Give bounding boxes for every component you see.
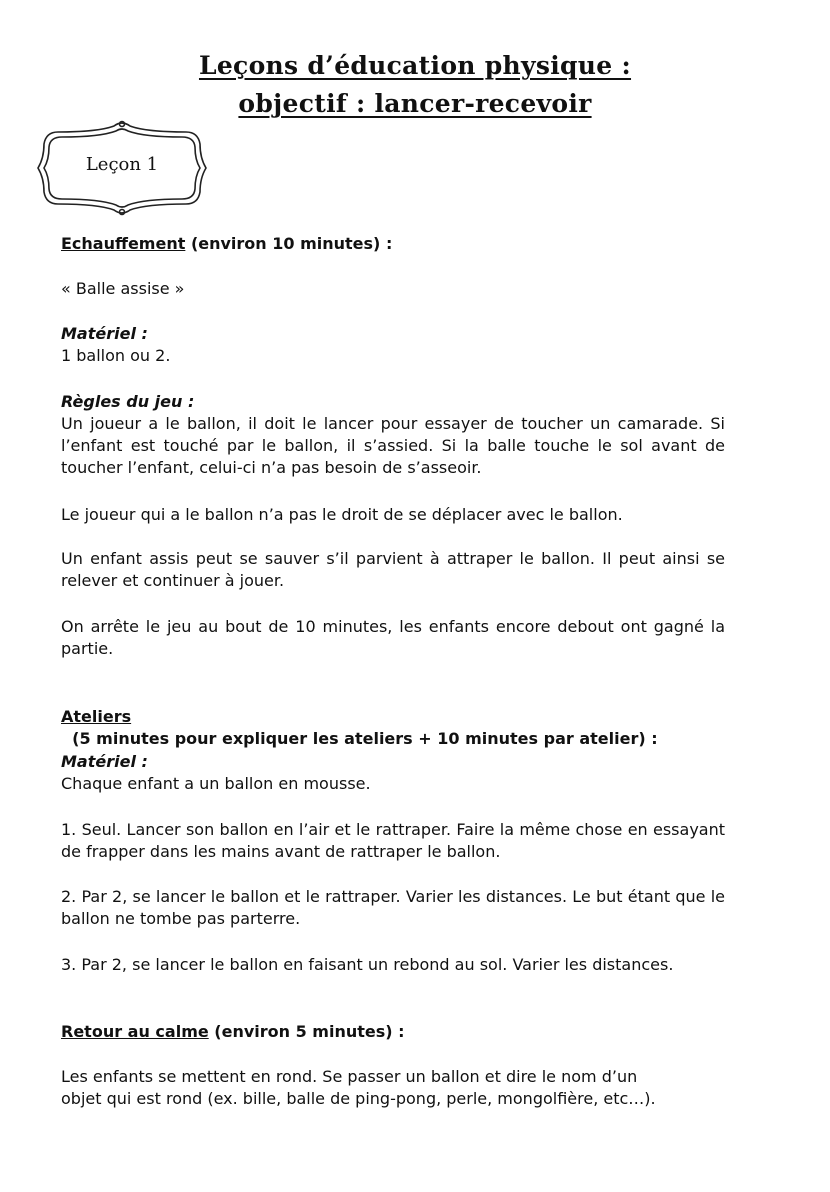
title-line-1: Leçons d’éducation physique : <box>198 51 632 80</box>
warmup-rule-4: On arrête le jeu au bout de 10 minutes, les enfants encore debout ont gagné la partie. <box>61 617 725 658</box>
lesson-badge: Leçon 1 <box>85 154 159 175</box>
workshops-material-label: Matériel : <box>61 752 148 771</box>
workshop-item-2: 2. Par 2, se lancer le ballon et le rattraper. Varier les distances. Le but étant que le ballon ne tombe pas parterre. <box>61 887 725 928</box>
cooldown-text-line-1: Les enfants se mettent en rond. Se passer un ballon et dire le nom d’un <box>61 1067 638 1086</box>
workshop-item-1: 1. Seul. Lancer son ballon en l’air et le rattraper. Faire la même chose en essayant de frapper dans les mains avant de rattraper le ballon. <box>61 820 725 861</box>
warmup-material: 1 ballon ou 2. <box>61 346 171 365</box>
warmup-rule-3: Un enfant assis peut se sauver s’il parvient à attraper le ballon. Il peut ainsi se relever et continuer à jouer. <box>61 549 725 590</box>
workshop-item-3: 3. Par 2, se lancer le ballon en faisant un rebond au sol. Varier les distances. <box>61 955 674 974</box>
warmup-game-name: « Balle assise » <box>61 279 185 298</box>
workshops-heading-title: Ateliers <box>61 707 132 726</box>
warmup-heading-duration: (environ 10 minutes) : <box>185 234 393 253</box>
warmup-heading-title: Echauffement <box>61 234 186 253</box>
warmup-heading <box>61 233 725 255</box>
cooldown-heading-duration: (environ 5 minutes) : <box>208 1022 405 1041</box>
title-line-2: objectif : lancer-recevoir <box>238 89 592 118</box>
cooldown-heading <box>61 1021 725 1043</box>
workshops-heading <box>61 706 725 750</box>
cooldown-heading-title: Retour au calme <box>61 1022 209 1041</box>
warmup-rules-label: Règles du jeu : <box>61 392 195 411</box>
cooldown-text-line-2: objet qui est rond (ex. bille, balle de ping-pong, perle, mongolfière, etc…). <box>61 1089 656 1108</box>
warmup-rule-2: Le joueur qui a le ballon n’a pas le droit de se déplacer avec le ballon. <box>61 505 623 524</box>
workshops-heading-duration: (5 minutes pour expliquer les ateliers + 10 minutes par atelier) : <box>61 729 658 748</box>
warmup-material-label: Matériel : <box>61 324 148 343</box>
workshops-material: Chaque enfant a un ballon en mousse. <box>61 774 371 793</box>
warmup-rule-1: Un joueur a le ballon, il doit le lancer pour essayer de toucher un camarade. Si l’enfant est touché par le ballon, il s’assied. Si la balle touche le sol avant de toucher l’enfant, celui-ci n’a pas besoin de s’asseoir. <box>61 414 725 477</box>
